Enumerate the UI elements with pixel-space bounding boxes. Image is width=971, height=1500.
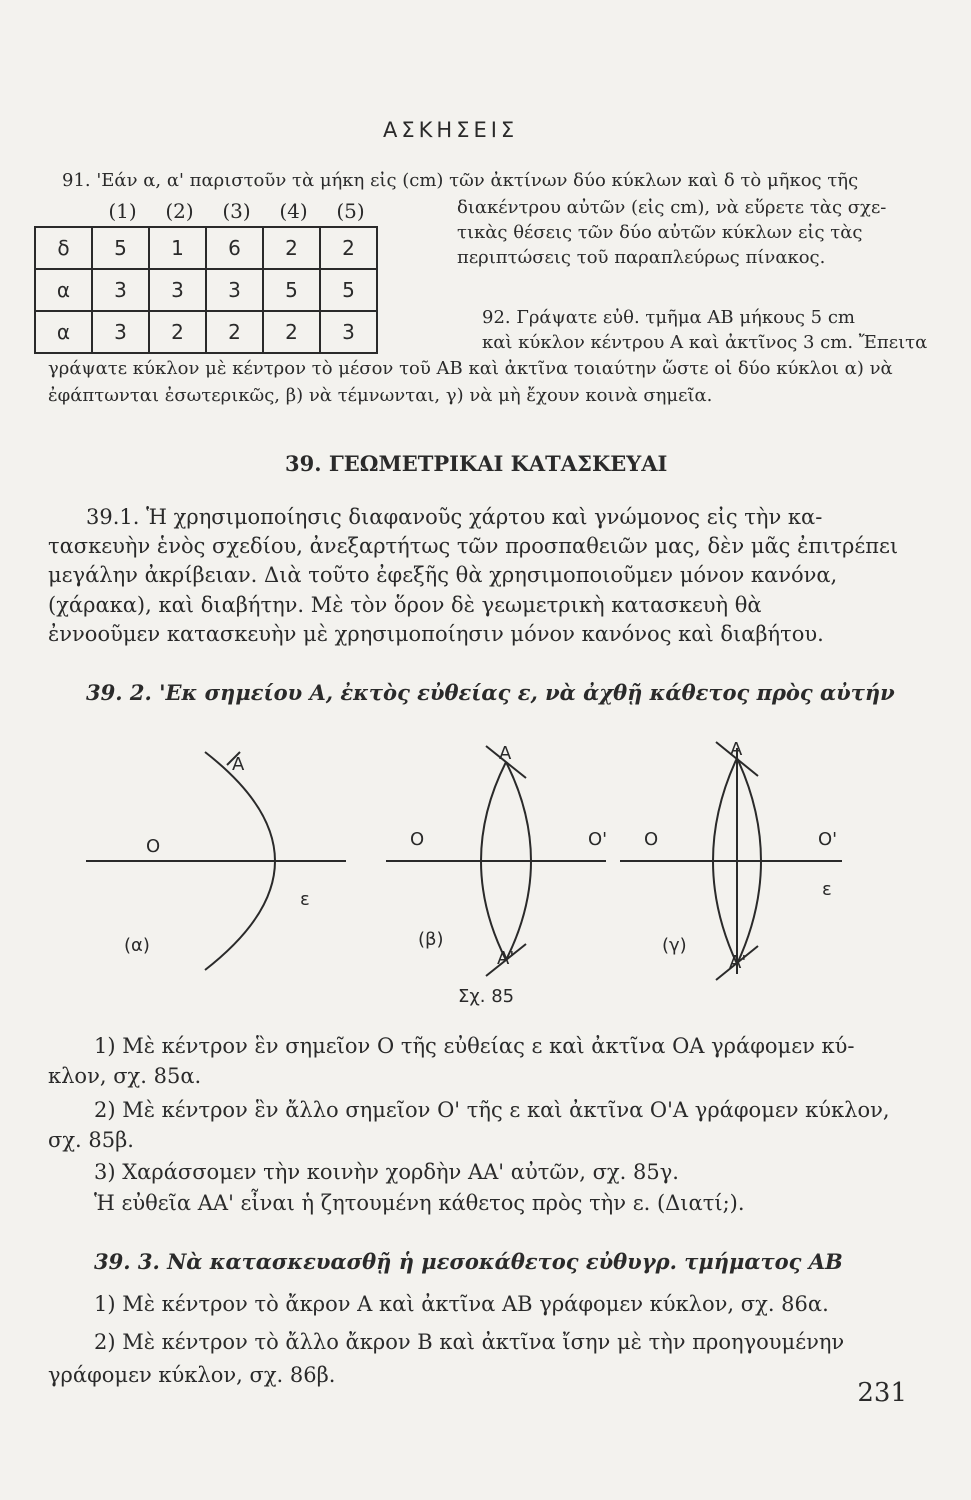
- para-39-1-line: τασκευὴν ἑνὸς σχεδίου, ἀνεξαρτήτως τῶν προσπαθειῶν μας, δὲν μᾶς ἐπιτρέπει: [48, 534, 899, 558]
- exercise-92-line-4: ἐφάπτωνται ἐσωτερικῶς, β) νὰ τέμνωνται, γ) νὰ μὴ ἔχουν κοινὰ σημεῖα.: [48, 385, 713, 406]
- para-39-1-line: μεγάλην ἀκρίβειαν. Διὰ τοῦτο ἐφεξῆς θὰ χρησιμοποιοῦμεν μόνον κανόνα,: [48, 563, 838, 587]
- table-cell: 2: [263, 227, 320, 269]
- table-cell: 3: [92, 311, 149, 353]
- exercise-92-line-1: 92. Γράψατε εὐθ. τμῆμα ΑΒ μήκους 5 cm: [482, 307, 855, 328]
- exercise-92-line-2: καὶ κύκλον κέντρου Α καὶ ἀκτῖνος 3 cm. Ἔπειτα: [482, 332, 928, 353]
- table-cell: 6: [206, 227, 263, 269]
- table-cell: 5: [92, 227, 149, 269]
- exercise-91-line-1: 91. 'Εάν α, α' παριστοῦν τὰ μήκη εἰς (cm) τῶν ἀκτίνων δύο κύκλων καὶ δ τὸ μῆκος τῆς: [62, 170, 859, 191]
- circle-arc-b1: [506, 762, 531, 960]
- circle-arc-a: [205, 752, 275, 970]
- table-row: [35, 269, 377, 311]
- point-a-prime-tick-b: [486, 944, 526, 976]
- step-2-line-2: σχ. 85β.: [48, 1128, 134, 1152]
- table-column-numbers: [94, 199, 379, 223]
- label-o: O: [146, 836, 161, 857]
- table-row-label: δ: [35, 227, 92, 269]
- figure-caption: Σχ. 85: [458, 986, 515, 1007]
- label-a: A: [730, 739, 743, 760]
- label-panel-a: (α): [124, 935, 150, 956]
- table-row-label: α: [35, 311, 92, 353]
- para-39-3-step-2-line-1: 2) Μὲ κέντρον τὸ ἄλλο ἄκρον Β καὶ ἀκτῖνα ἴσην μὲ τὴν προηγουμένην: [94, 1330, 845, 1354]
- step-1-line-1: 1) Μὲ κέντρον ἓν σημεῖον Ο τῆς εὐθείας ε καὶ ἀκτῖνα ΟΑ γράφομεν κύ-: [94, 1034, 855, 1058]
- point-a-tick-b: [486, 746, 526, 778]
- exercise-92-line-3: γράψατε κύκλον μὲ κέντρον τὸ μέσον τοῦ ΑΒ καὶ ἀκτῖνα τοιαύτην ὥστε οἱ δύο κύκλοι α) νὰ: [48, 358, 893, 379]
- table-row-label: α: [35, 269, 92, 311]
- para-39-3-title: 39. 3. Νὰ κατασκευασθῇ ἡ μεσοκάθετος εὐθυγρ. τμήματος ΑΒ: [94, 1249, 843, 1274]
- para-39-1-line: ἐννοοῦμεν κατασκευὴν μὲ χρησιμοποίησιν μόνον κανόνος καὶ διαβήτου.: [48, 622, 824, 646]
- exercise-91-line-2: διακέντρου αὐτῶν (εἰς cm), νὰ εὕρετε τὰς σχε-: [457, 197, 887, 218]
- table-cell: 3: [320, 311, 377, 353]
- exercise-91-table: [34, 226, 378, 354]
- table-cell: 3: [206, 269, 263, 311]
- table-cell: 2: [206, 311, 263, 353]
- table-cell: 2: [320, 227, 377, 269]
- point-a-tick: [227, 752, 240, 765]
- step-1-line-2: κλον, σχ. 85α.: [48, 1064, 202, 1088]
- table-cell: 3: [92, 269, 149, 311]
- column-number: (4): [279, 199, 308, 223]
- label-a-prime: A': [497, 948, 515, 969]
- label-a: A: [232, 754, 245, 775]
- table-cell: 3: [149, 269, 206, 311]
- label-epsilon: ε: [822, 879, 832, 900]
- para-39-3-step-1: 1) Μὲ κέντρον τὸ ἄκρον Α καὶ ἀκτῖνα ΑΒ γράφομεν κύκλον, σχ. 86α.: [94, 1292, 829, 1316]
- table-cell: 2: [149, 311, 206, 353]
- section-title: 39. ΓΕΩΜΕΤΡΙΚΑΙ ΚΑΤΑΣΚΕΥΑΙ: [285, 451, 668, 476]
- para-39-2-title: 39. 2. 'Εκ σημείου Α, ἐκτὸς εὐθείας ε, νὰ ἀχθῇ κάθετος πρὸς αὐτήν: [86, 680, 895, 705]
- page-number: 231: [857, 1378, 907, 1408]
- label-o-prime: O': [588, 829, 608, 850]
- label-epsilon: ε: [300, 889, 310, 910]
- label-panel-c: (γ): [662, 935, 687, 956]
- column-number: (1): [108, 199, 137, 223]
- label-panel-b: (β): [418, 929, 444, 950]
- table-cell: 5: [320, 269, 377, 311]
- circle-arc-c2: [713, 758, 737, 964]
- para-39-1-line: 39.1. Ἡ χρησιμοποίησις διαφανοῦς χάρτου καὶ γνώμονος εἰς τὴν κα-: [86, 505, 823, 529]
- exercise-91-line-3: τικὰς θέσεις τῶν δύο αὐτῶν κύκλων εἰς τὰς: [457, 222, 863, 243]
- circle-arc-b2: [481, 762, 506, 960]
- point-a-prime-tick-c: [716, 946, 758, 980]
- label-o: O: [644, 829, 659, 850]
- table-cell: 1: [149, 227, 206, 269]
- table-cell: 5: [263, 269, 320, 311]
- label-o: O: [410, 829, 425, 850]
- exercise-91-line-4: περιπτώσεις τοῦ παραπλεύρως πίνακος.: [457, 247, 826, 268]
- label-a-prime: A': [729, 952, 747, 973]
- step-3: 3) Χαράσσομεν τὴν κοινὴν χορδὴν ΑΑ' αὐτῶν, σχ. 85γ.: [94, 1160, 679, 1184]
- label-o-prime: O': [818, 829, 838, 850]
- column-number: (2): [165, 199, 194, 223]
- para-39-1-line: (χάρακα), καὶ διαβήτην. Μὲ τὸν ὅρον δὲ γεωμετρικὴ κατασκευὴ θὰ: [48, 593, 762, 617]
- table-row: [35, 311, 377, 353]
- table-cell: 2: [263, 311, 320, 353]
- step-2-line-1: 2) Μὲ κέντρον ἓν ἄλλο σημεῖον Ο' τῆς ε καὶ ἀκτῖνα Ο'Α γράφομεν κύκλον,: [94, 1098, 890, 1122]
- circle-arc-c1: [737, 758, 761, 964]
- label-a: A: [499, 743, 512, 764]
- point-a-tick-c: [716, 742, 758, 776]
- conclusion: Ἡ εὐθεῖα ΑΑ' εἶναι ἡ ζητουμένη κάθετος πρὸς τὴν ε. (Διατί;).: [94, 1191, 745, 1215]
- column-number: (5): [336, 199, 365, 223]
- column-number: (3): [222, 199, 251, 223]
- page-header-title: ΑΣΚΗΣΕΙΣ: [383, 118, 519, 142]
- para-39-3-step-2-line-2: γράφομεν κύκλον, σχ. 86β.: [48, 1363, 336, 1387]
- table-row: [35, 227, 377, 269]
